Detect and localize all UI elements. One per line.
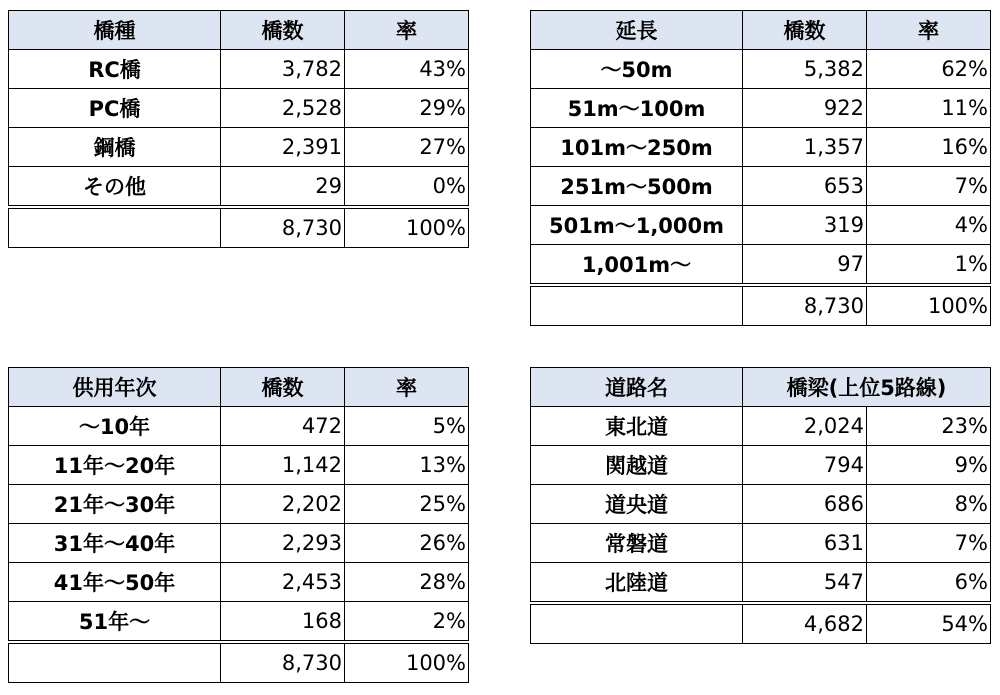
table-row (531, 89, 991, 128)
count-cell: 631 (743, 524, 867, 563)
rate-cell: 25% (345, 485, 469, 524)
row-label: その他 (9, 167, 221, 208)
row-label: 11年～20年 (9, 446, 221, 485)
rate-cell: 27% (345, 128, 469, 167)
column-header: 率 (867, 11, 991, 50)
table-row (531, 407, 991, 446)
row-label: 101m～250m (531, 128, 743, 167)
total-row (9, 207, 469, 248)
column-header: 道路名 (531, 368, 743, 407)
row-label: 1,001m～ (531, 245, 743, 286)
count-cell: 472 (221, 407, 345, 446)
row-label: 251m～500m (531, 167, 743, 206)
rate-cell: 2% (345, 602, 469, 643)
table-row (531, 206, 991, 245)
column-header: 橋数 (743, 11, 867, 50)
row-label: ～50m (531, 50, 743, 89)
rate-cell: 28% (345, 563, 469, 602)
column-header: 橋数 (221, 11, 345, 50)
table-row (9, 602, 469, 643)
row-label: 51年～ (9, 602, 221, 643)
count-cell: 1,357 (743, 128, 867, 167)
service-years-table (8, 367, 469, 683)
rate-cell: 1% (867, 245, 991, 286)
table-row (9, 89, 469, 128)
row-label: 鋼橋 (9, 128, 221, 167)
row-label: 21年～30年 (9, 485, 221, 524)
count-cell: 2,528 (221, 89, 345, 128)
table-row (9, 167, 469, 208)
table-header-row (531, 11, 991, 50)
count-cell: 2,453 (221, 563, 345, 602)
table-row (9, 128, 469, 167)
table-row (531, 128, 991, 167)
table-row (531, 563, 991, 604)
table-row (9, 563, 469, 602)
table-header-row (9, 368, 469, 407)
total-rate: 100% (345, 642, 469, 683)
total-row (531, 603, 991, 644)
total-count: 8,730 (743, 285, 867, 326)
row-label: ～10年 (9, 407, 221, 446)
rate-cell: 62% (867, 50, 991, 89)
table-row (9, 50, 469, 89)
bridge-length-table (530, 10, 991, 326)
table-header-row (531, 368, 991, 407)
rate-cell: 6% (867, 563, 991, 604)
rate-cell: 23% (867, 407, 991, 446)
row-label: 北陸道 (531, 563, 743, 604)
column-header: 延長 (531, 11, 743, 50)
count-cell: 922 (743, 89, 867, 128)
count-cell: 653 (743, 167, 867, 206)
rate-cell: 16% (867, 128, 991, 167)
column-header: 率 (345, 368, 469, 407)
total-rate: 100% (867, 285, 991, 326)
table-header-row (9, 11, 469, 50)
row-label: 東北道 (531, 407, 743, 446)
top-roads-table (530, 367, 991, 644)
count-cell: 97 (743, 245, 867, 286)
total-label (531, 603, 743, 644)
count-cell: 2,391 (221, 128, 345, 167)
total-rate: 100% (345, 207, 469, 248)
rate-cell: 43% (345, 50, 469, 89)
row-label: RC橋 (9, 50, 221, 89)
total-label (9, 207, 221, 248)
count-cell: 2,293 (221, 524, 345, 563)
rate-cell: 29% (345, 89, 469, 128)
row-label: 31年～40年 (9, 524, 221, 563)
total-row (531, 285, 991, 326)
count-cell: 168 (221, 602, 345, 643)
row-label: 51m～100m (531, 89, 743, 128)
count-cell: 686 (743, 485, 867, 524)
count-cell: 794 (743, 446, 867, 485)
count-cell: 319 (743, 206, 867, 245)
total-count: 8,730 (221, 642, 345, 683)
column-header: 供用年次 (9, 368, 221, 407)
table-row (9, 524, 469, 563)
column-header: 橋種 (9, 11, 221, 50)
rate-cell: 5% (345, 407, 469, 446)
row-label: 関越道 (531, 446, 743, 485)
bridge-type-table (8, 10, 469, 248)
count-cell: 5,382 (743, 50, 867, 89)
total-rate: 54% (867, 603, 991, 644)
column-header: 橋数 (221, 368, 345, 407)
rate-cell: 7% (867, 167, 991, 206)
total-label (9, 642, 221, 683)
rate-cell: 13% (345, 446, 469, 485)
row-label: 41年～50年 (9, 563, 221, 602)
table-row (9, 407, 469, 446)
rate-cell: 9% (867, 446, 991, 485)
total-label (531, 285, 743, 326)
count-cell: 3,782 (221, 50, 345, 89)
total-count: 8,730 (221, 207, 345, 248)
rate-cell: 4% (867, 206, 991, 245)
total-row (9, 642, 469, 683)
row-label: PC橋 (9, 89, 221, 128)
total-count: 4,682 (743, 603, 867, 644)
rate-cell: 26% (345, 524, 469, 563)
table-row (531, 50, 991, 89)
row-label: 道央道 (531, 485, 743, 524)
count-cell: 2,024 (743, 407, 867, 446)
table-row (9, 446, 469, 485)
count-cell: 2,202 (221, 485, 345, 524)
rate-cell: 11% (867, 89, 991, 128)
rate-cell: 7% (867, 524, 991, 563)
row-label: 常磐道 (531, 524, 743, 563)
table-row (9, 485, 469, 524)
rate-cell: 0% (345, 167, 469, 208)
table-row (531, 446, 991, 485)
count-cell: 1,142 (221, 446, 345, 485)
column-header: 橋梁(上位5路線) (743, 368, 991, 407)
table-row (531, 524, 991, 563)
row-label: 501m～1,000m (531, 206, 743, 245)
table-row (531, 245, 991, 286)
table-row (531, 167, 991, 206)
column-header: 率 (345, 11, 469, 50)
count-cell: 547 (743, 563, 867, 604)
rate-cell: 8% (867, 485, 991, 524)
count-cell: 29 (221, 167, 345, 208)
table-row (531, 485, 991, 524)
